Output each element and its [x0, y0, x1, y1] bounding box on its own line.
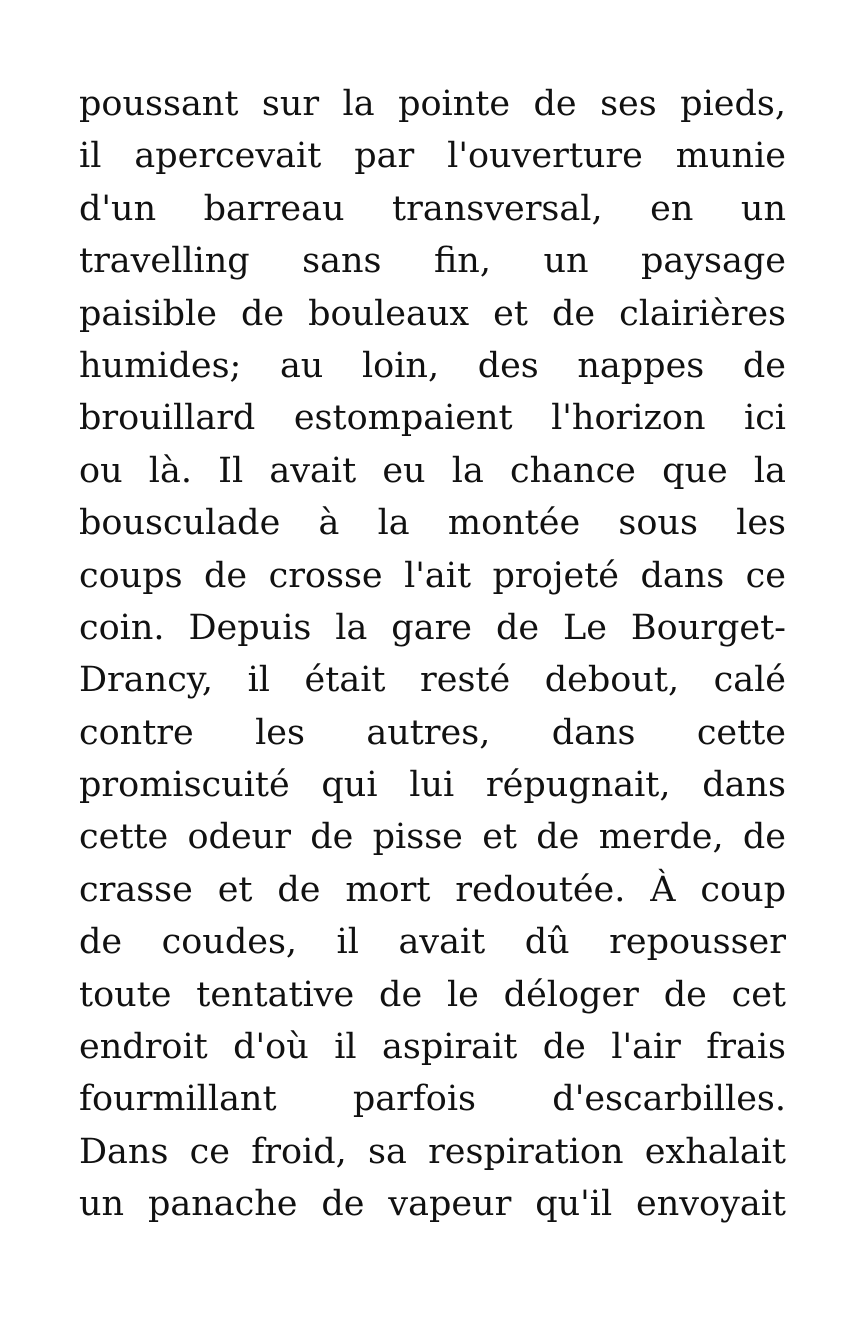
text-line: crasse et de mort redoutée. À coup — [79, 869, 787, 910]
text-line: ou là. Il avait eu la chance que la — [79, 450, 786, 491]
text-line: endroit d'où il aspirait de l'air frais — [79, 1027, 787, 1068]
text-line: de coudes, il avait dû repousser — [79, 922, 786, 963]
text-line: cette odeur de pisse et de merde, de — [79, 817, 786, 858]
text-line: brouillard estompaient l'horizon ici — [79, 398, 787, 439]
text-line: Dans ce froid, sa respiration exhalait — [79, 1131, 786, 1172]
text-line: humides; au loin, des nappes de — [79, 345, 786, 386]
text-line: d'un barreau transversal, en un — [79, 188, 786, 229]
text-line: paisible de bouleaux et de clairières — [79, 293, 786, 334]
body-text — [79, 78, 786, 1231]
text-line: contre les autres, dans cette — [79, 712, 786, 753]
text-line: Drancy, il était resté debout, calé — [79, 660, 787, 701]
text-line: un panache de vapeur qu'il envoyait — [79, 1184, 786, 1225]
text-line: poussant sur la pointe de ses pieds, — [79, 84, 786, 124]
text-line: fourmillant parfois d'escarbilles. — [79, 1079, 786, 1120]
text-line: promiscuité qui lui répugnait, dans — [79, 765, 786, 806]
text-line: travelling sans fin, un paysage — [79, 241, 786, 282]
text-line: coin. Depuis la gare de Le Bourget- — [79, 607, 787, 648]
text-line: toute tentative de le déloger de cet — [79, 974, 786, 1015]
text-line: coups de crosse l'ait projeté dans ce — [79, 555, 786, 596]
text-line: il apercevait par l'ouverture munie — [79, 136, 786, 177]
text-line: bousculade à la montée sous les — [79, 503, 787, 544]
